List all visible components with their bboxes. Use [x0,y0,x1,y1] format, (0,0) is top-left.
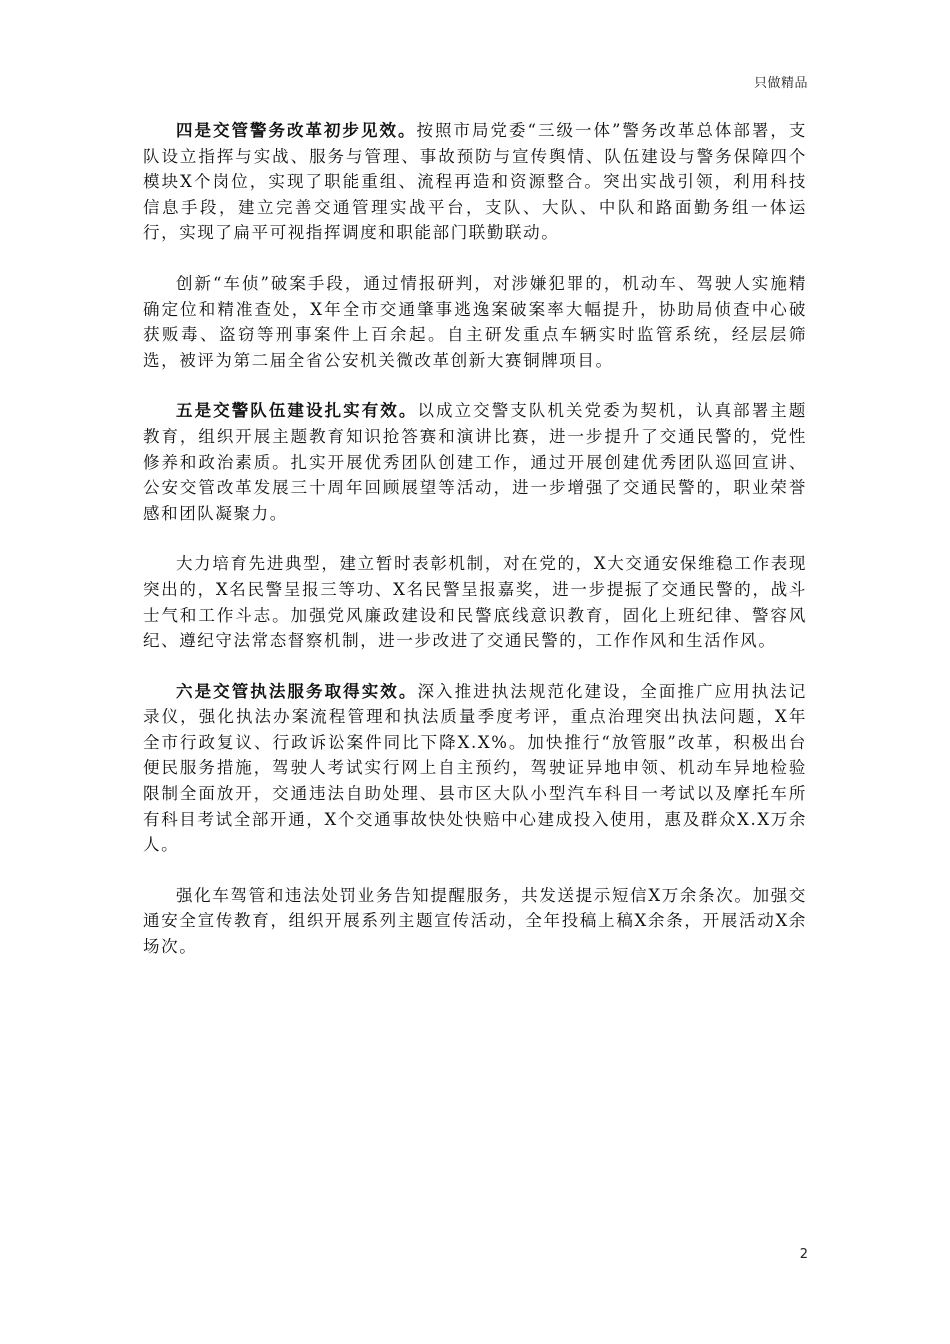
paragraph-text: 深入推进执法规范化建设，全面推广应用执法记录仪，强化执法办案流程管理和执法质量季度考评，重点治理突出执法问题，X年全市行政复议、行政诉讼案件同比下降X.X%。加快推行“放管服”改革，积极出台便民服务措施，驾驶人考试实行网上自主预约，驾驶证异地申领、机动车异地检验限制全面放开，交通违法自助处理、县市区大队小型汽车科目一考试以及摩托车所有科目考试全部开通，X个交通事故快处快赔中心建成投入使用，惠及群众X.X万余人。 [143,681,807,855]
document-body [143,118,807,985]
paragraph-lead: 六是交管执法服务取得实效。 [176,681,418,701]
paragraph-team-building [143,398,807,526]
paragraph-law-enforcement [143,679,807,858]
paragraph-lead: 五是交警队伍建设扎实有效。 [176,401,418,421]
paragraph-text: 强化车驾管和违法处罚业务告知提醒服务，共发送提示短信X万余条次。加强交通安全宣传教育，组织开展系列主题宣传活动，全年投稿上稿X余条，开展活动X余场次。 [143,885,807,957]
paragraph-text: 以成立交警支队机关党委为契机，认真部署主题教育，组织开展主题教育知识抢答赛和演讲比赛，进一步提升了交通民警的，党性修养和政治素质。扎实开展优秀团队创建工作，通过开展创建优秀团队巡回宣讲、公安交管改革发展三十周年回顾展望等活动，进一步增强了交通民警的，职业荣誉感和团队凝聚力。 [143,401,807,523]
paragraph-text: 创新“车侦”破案手段，通过情报研判，对涉嫌犯罪的，机动车、驾驶人实施精确定位和精准查处，X年全市交通肇事逃逸案破案率大幅提升，协助局侦查中心破获贩毒、盗窃等刑事案件上百余起。自主研发重点车辆实时监管系统，经层层筛选，被评为第二届全省公安机关微改革创新大赛铜牌项目。 [143,273,807,370]
paragraph-lead: 四是交管警务改革初步见效。 [176,121,417,140]
paragraph-vehicle-investigation [143,271,807,373]
paragraph-text: 大力培育先进典型，建立暂时表彰机制，对在党的，X大交通安保维稳工作表现突出的，X名民警呈报三等功、X名民警呈报嘉奖，进一步提振了交通民警的，战斗士气和工作斗志。加强党风廉政建设和民警底线意识教育，固化上班纪律、警容风纪、遵纪守法常态督察机制，进一步改进了交通民警的，工作作风和生活作风。 [143,554,807,651]
paragraph-text: 按照市局党委“三级一体”警务改革总体部署，支队设立指挥与实战、服务与管理、事故预防与宣传舆情、队伍建设与警务保障四个模块X个岗位，实现了职能重组、流程再造和资源整合。突出实战引领，利用科技信息手段，建立完善交通管理实战平台，支队、大队、中队和路面勤务组一体运行，实现了扁平可视指挥调度和职能部门联勤联动。 [143,121,807,243]
paragraph-notification-service [143,883,807,960]
page-number: 2 [799,1247,808,1262]
header-note: 只做精品 [753,76,808,91]
paragraph-role-models [143,551,807,653]
paragraph-reform [143,118,807,246]
